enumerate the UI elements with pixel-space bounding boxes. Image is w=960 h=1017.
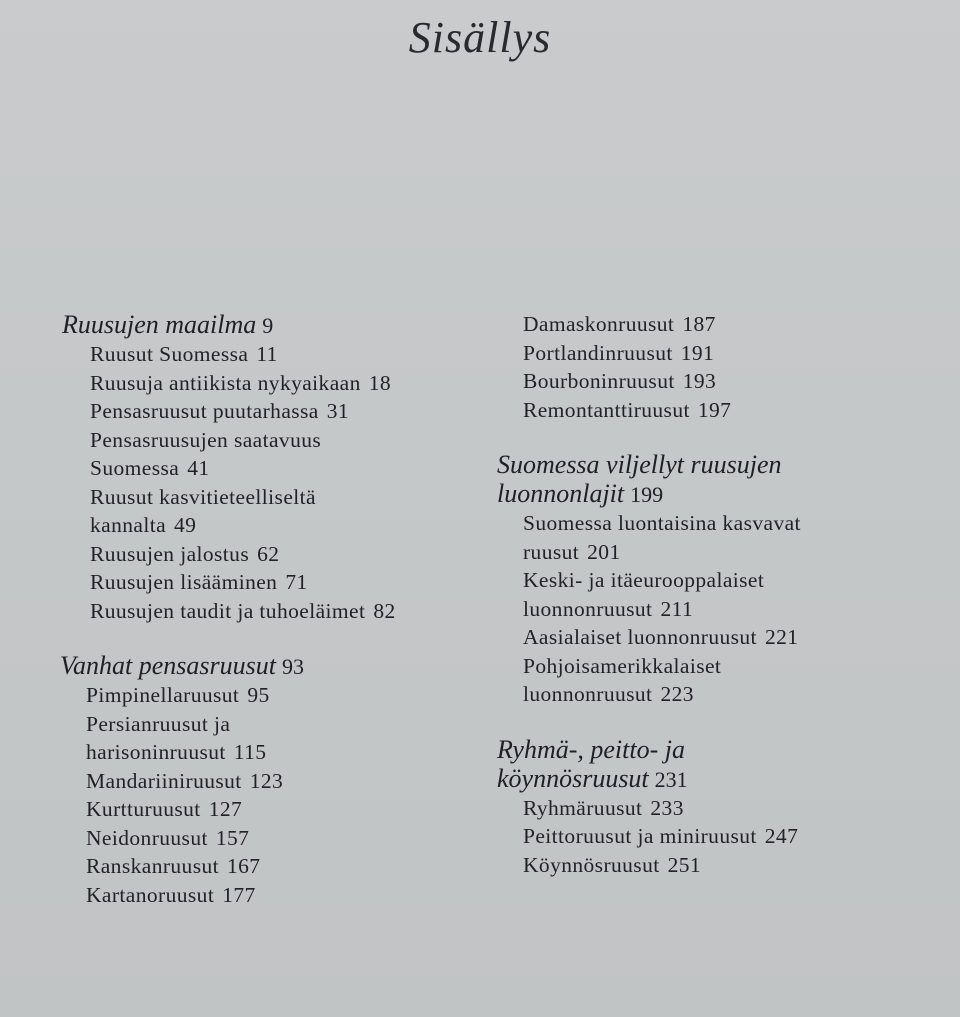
toc-entry-text: Persianruusut ja <box>86 711 231 736</box>
toc-entry-page: 247 <box>764 824 799 848</box>
toc-entry-text: Pohjoisamerikkalaiset <box>523 653 722 678</box>
section-heading-text: luonnonlajit <box>497 479 625 508</box>
toc-entry-mandariiniruusut <box>86 767 482 796</box>
toc-entry-page: 221 <box>764 625 799 649</box>
toc-entry-page: 31 <box>326 399 350 423</box>
toc-entry-page: 11 <box>256 342 278 366</box>
toc-entry-text: Ruusut kasvitieteelliseltä <box>90 484 316 509</box>
toc-entry-persianruusut-ja-harisoninruusut <box>86 710 482 767</box>
toc-entry-list <box>497 509 937 709</box>
toc-entry-page: 193 <box>682 369 717 393</box>
toc-entry-text: Damaskonruusut <box>523 312 675 336</box>
toc-entry-page: 123 <box>249 768 284 793</box>
toc-entry-aasialaiset-luonnonruusut <box>523 623 937 652</box>
toc-entry-text: ruusut <box>523 539 580 564</box>
toc-entry-page: 167 <box>227 854 261 878</box>
toc-entry-kartanoruusut <box>86 881 482 910</box>
toc-entry-text: Suomessa luontaisina kasvavat <box>523 511 801 535</box>
toc-entry-text: Köynnösruusut <box>523 852 660 877</box>
toc-entry-suomessa-luontaisina-kasvavat-ruusut <box>523 509 937 566</box>
toc-entry-ruusujen-jalostus <box>90 540 482 569</box>
toc-entry-text: Neidonruusut <box>86 825 208 850</box>
toc-entry-text: Pensasruusujen saatavuus <box>90 427 322 452</box>
toc-entry-page: 115 <box>233 740 267 764</box>
toc-entry-bourboninruusut <box>523 367 937 396</box>
toc-entry-page: 223 <box>660 682 694 706</box>
section-heading-text: Ruusujen maailma <box>62 310 257 339</box>
page-title: Sisällys <box>408 13 552 62</box>
section-heading-text: köynnösruusut <box>497 763 649 793</box>
toc-entry-ranskanruusut <box>86 852 482 881</box>
toc-entry-page: 82 <box>373 598 396 623</box>
toc-entry-text: Peittoruusut ja miniruusut <box>523 824 757 848</box>
toc-entry-page: 95 <box>247 683 270 707</box>
toc-entry-text: Kartanoruusut <box>86 882 215 907</box>
section-heading-text: Suomessa viljellyt ruusujen <box>497 450 782 479</box>
toc-entry-page: 157 <box>215 825 250 850</box>
section-heading <box>497 450 937 509</box>
toc-entry-page: 127 <box>208 797 243 821</box>
toc-continued-entry-list <box>497 310 937 424</box>
toc-entry-keski-ja-itaeurooppalaiset-luonnonruusut <box>523 566 937 623</box>
toc-entry-list <box>62 681 482 909</box>
toc-entry-page: 41 <box>187 456 210 480</box>
toc-entry-ruusujen-lisaaminen <box>90 568 482 597</box>
toc-entry-text: Ryhmäruusut <box>523 795 643 820</box>
section-heading <box>62 310 482 340</box>
toc-entry-pensasruusujen-saatavuus-suomessa <box>90 426 482 483</box>
toc-entry-text: Suomessa <box>90 456 180 480</box>
toc-entry-text: Ranskanruusut <box>86 854 219 878</box>
toc-section-suomessa-viljellyt-ruusujen-luonnonlajit <box>497 450 937 709</box>
toc-entry-text: Kurtturuusut <box>86 797 201 821</box>
section-heading-text: Vanhat pensasruusut <box>60 651 276 680</box>
section-heading-page: 9 <box>262 313 274 338</box>
toc-entry-pohjoisamerikkalaiset-luonnonruusut <box>523 652 937 709</box>
toc-entry-text: Ruusujen jalostus <box>90 541 250 566</box>
toc-entry-text: Ruusujen lisääminen <box>90 570 278 594</box>
toc-entry-ruusujen-taudit-ja-tuhoelaimet <box>90 597 482 626</box>
toc-section-ryhma-peitto-ja-koynnosruusut <box>497 735 937 880</box>
toc-entry-text: luonnonruusut <box>523 596 653 621</box>
toc-entry-remontanttiruusut <box>523 396 937 425</box>
toc-section-vanhat-pensasruusut <box>62 651 482 909</box>
section-heading <box>60 651 482 681</box>
toc-right-column <box>497 310 937 879</box>
toc-entry-page: 18 <box>368 370 392 395</box>
toc-entry-list <box>497 794 937 880</box>
toc-entry-page: 197 <box>697 397 732 422</box>
toc-entry-ruusuja-antiikista-nykyaikaan <box>90 369 482 398</box>
toc-entry-text: Ruusut Suomessa <box>90 342 249 366</box>
toc-entry-page: 233 <box>650 795 684 820</box>
toc-entry-text: Aasialaiset luonnonruusut <box>523 625 757 649</box>
toc-entry-page: 251 <box>667 852 702 877</box>
toc-entry-page: 191 <box>680 340 715 365</box>
toc-entry-text: Pensasruusut puutarhassa <box>90 399 319 423</box>
toc-entry-kurtturuusut <box>86 795 482 824</box>
toc-entry-page: 177 <box>222 882 256 907</box>
toc-section-ruusujen-maailma <box>62 310 482 625</box>
toc-entry-page: 211 <box>660 596 694 621</box>
toc-entry-text: Bourboninruusut <box>523 369 675 393</box>
toc-entry-peittoruusut-ja-miniruusut <box>523 822 937 851</box>
toc-entry-text: Ruusujen taudit ja tuhoeläimet <box>90 598 366 623</box>
toc-entry-list <box>62 340 482 625</box>
toc-entry-ruusut-kasvitieteelliselta-kannalta <box>90 483 482 540</box>
toc-entry-text: Keski- ja itäeurooppalaiset <box>523 568 765 592</box>
section-heading-page: 199 <box>630 482 664 507</box>
toc-entry-damaskonruusut <box>523 310 937 339</box>
toc-entry-pimpinellaruusut <box>86 681 482 710</box>
toc-entry-ruusut-suomessa <box>90 340 482 369</box>
toc-entry-koynnosruusut <box>523 851 937 880</box>
toc-entry-page: 62 <box>257 541 280 566</box>
toc-entry-text: Ruusuja antiikista nykyaikaan <box>90 370 361 395</box>
section-heading-text: Ryhmä-, peitto- ja <box>497 734 685 764</box>
toc-entry-text: Pimpinellaruusut <box>86 683 240 707</box>
toc-entry-text: Portlandinruusut <box>523 340 673 365</box>
toc-entry-text: Remontanttiruusut <box>523 397 690 422</box>
section-heading-page: 93 <box>281 654 304 679</box>
toc-entry-page: 187 <box>682 312 716 336</box>
section-heading <box>497 735 937 794</box>
toc-entry-text: luonnonruusut <box>523 682 653 706</box>
toc-entry-page: 71 <box>285 570 308 594</box>
toc-entry-page: 201 <box>587 539 621 564</box>
toc-entry-pensasruusut-puutarhassa <box>90 397 482 426</box>
section-heading-page: 231 <box>654 766 688 792</box>
toc-entry-text: Mandariiniruusut <box>86 768 242 793</box>
toc-entry-portlandinruusut <box>523 339 937 368</box>
toc-entry-text: harisoninruusut <box>86 740 226 764</box>
toc-entry-text: kannalta <box>90 513 167 537</box>
toc-left-column <box>62 310 482 909</box>
toc-entry-ryhmaruusut <box>523 794 937 823</box>
toc-entry-page: 49 <box>174 513 197 537</box>
toc-entry-neidonruusut <box>86 824 482 853</box>
